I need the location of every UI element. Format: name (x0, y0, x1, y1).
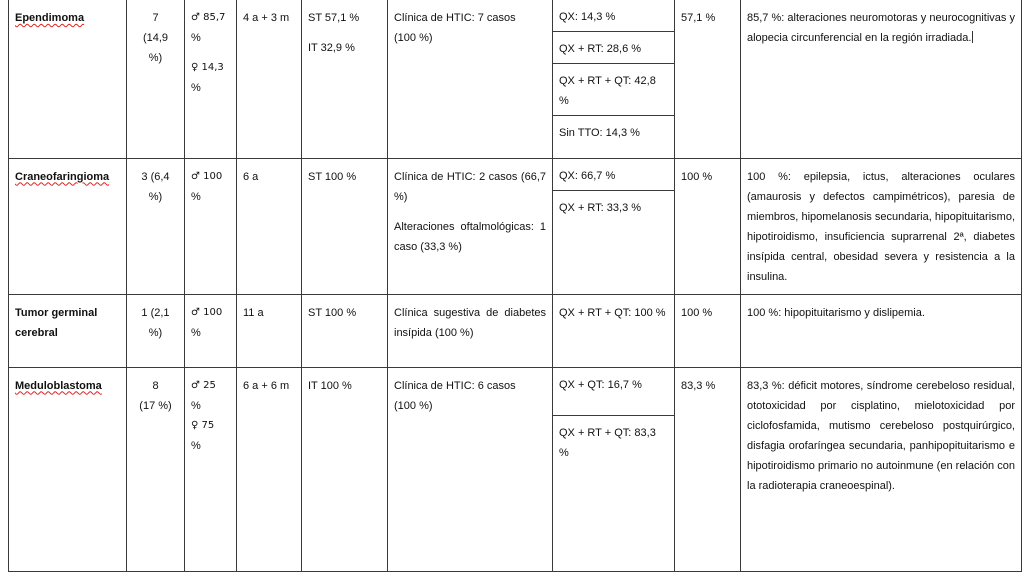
treatment-item: QX + RT + QT: 83,3 % (559, 426, 656, 459)
percent-cell: 57,1 % (675, 0, 741, 158)
status-cell: ST 57,1 % IT 32,9 % (302, 0, 388, 158)
tumor-name-cell: Ependimoma (9, 0, 127, 158)
count-cell: 1 (2,1 %) (127, 294, 185, 367)
treatment-item: QX + RT + QT: 42,8 % (553, 64, 674, 116)
status-cell: ST 100 % (302, 294, 388, 367)
age-cell: 6 a + 6 m (237, 367, 302, 571)
table-row (9, 0, 1022, 158)
sex-cell: ♂ 100 % (185, 294, 237, 367)
age-cell: 4 a + 3 m (237, 0, 302, 158)
treatment-item: QX + RT: 28,6 % (553, 32, 674, 64)
sequelae-cell: 100 %: epilepsia, ictus, alteraciones oculares (amaurosis y defectos campimétricos), paresia de miembros, hipomelanosis secundaria, hipopituitarismo, hipotiroidismo, insuficiencia suprarrenal 2ª, diabetes insípida central, obesidad severa y resistencia a la insulina. (741, 158, 1022, 294)
percent-cell: 100 % (675, 158, 741, 294)
age-cell: 6 a (237, 158, 302, 294)
treatment-item: QX + QT: 16,7 % (553, 368, 674, 416)
clinical-cell: Clínica de HTIC: 7 casos (100 %) (388, 0, 553, 158)
sex-cell: ♂ 85,7 % ♀ 14,3 % (185, 0, 237, 158)
treatment-cell (553, 158, 675, 294)
tumor-name-cell: Meduloblastoma (9, 367, 127, 571)
count-cell: 3 (6,4 %) (127, 158, 185, 294)
percent-cell: 83,3 % (675, 367, 741, 571)
sex-cell: ♂ 100 % (185, 158, 237, 294)
percent-cell: 100 % (675, 294, 741, 367)
sequelae-cell[interactable]: 85,7 %: alteraciones neuromotoras y neurocognitivas y alopecia circunferencial en la región irradiada. (741, 0, 1022, 158)
treatment-item: Sin TTO: 14,3 % (559, 127, 640, 139)
count-cell: 8 (17 %) (127, 367, 185, 571)
sex-cell: ♂ 25 % ♀ 75 % (185, 367, 237, 571)
treatment-item: QX: 14,3 % (553, 0, 674, 32)
table-row (9, 158, 1022, 294)
treatment-cell (553, 367, 675, 571)
treatment-item: QX: 66,7 % (553, 159, 674, 191)
treatment-item: QX + RT: 33,3 % (559, 201, 642, 214)
text-caret (972, 31, 973, 43)
results-table (8, 0, 1022, 572)
clinical-cell: Clínica sugestiva de diabetes insípida (100 %) (388, 294, 553, 367)
table-row (9, 367, 1022, 571)
count-cell: 7 (14,9 %) (127, 0, 185, 158)
sequelae-cell: 83,3 %: déficit motores, síndrome cerebeloso residual, ototoxicidad por cisplatino, mielotoxicidad por ciclofosfamida, mutismo cerebeloso postquirúrgico, disfagia orofaríngea secundaria, panhipopituitarismo e hipotiroidismo primario no autoinmune (en relación con la radioterapia craneoespinal). (741, 367, 1022, 571)
table-row (9, 294, 1022, 367)
treatment-cell: QX + RT + QT: 100 % (553, 294, 675, 367)
clinical-cell: Clínica de HTIC: 2 casos (66,7 %) Alteraciones oftalmológicas: 1 caso (33,3 %) (388, 158, 553, 294)
status-cell: IT 100 % (302, 367, 388, 571)
status-cell: ST 100 % (302, 158, 388, 294)
age-cell: 11 a (237, 294, 302, 367)
clinical-cell: Clínica de HTIC: 6 casos (100 %) (388, 367, 553, 571)
tumor-name-cell: Tumor germinal cerebral (9, 294, 127, 367)
tumor-name-cell: Craneofaringioma (9, 158, 127, 294)
sequelae-cell: 100 %: hipopituitarismo y dislipemia. (741, 294, 1022, 367)
treatment-cell (553, 0, 675, 158)
